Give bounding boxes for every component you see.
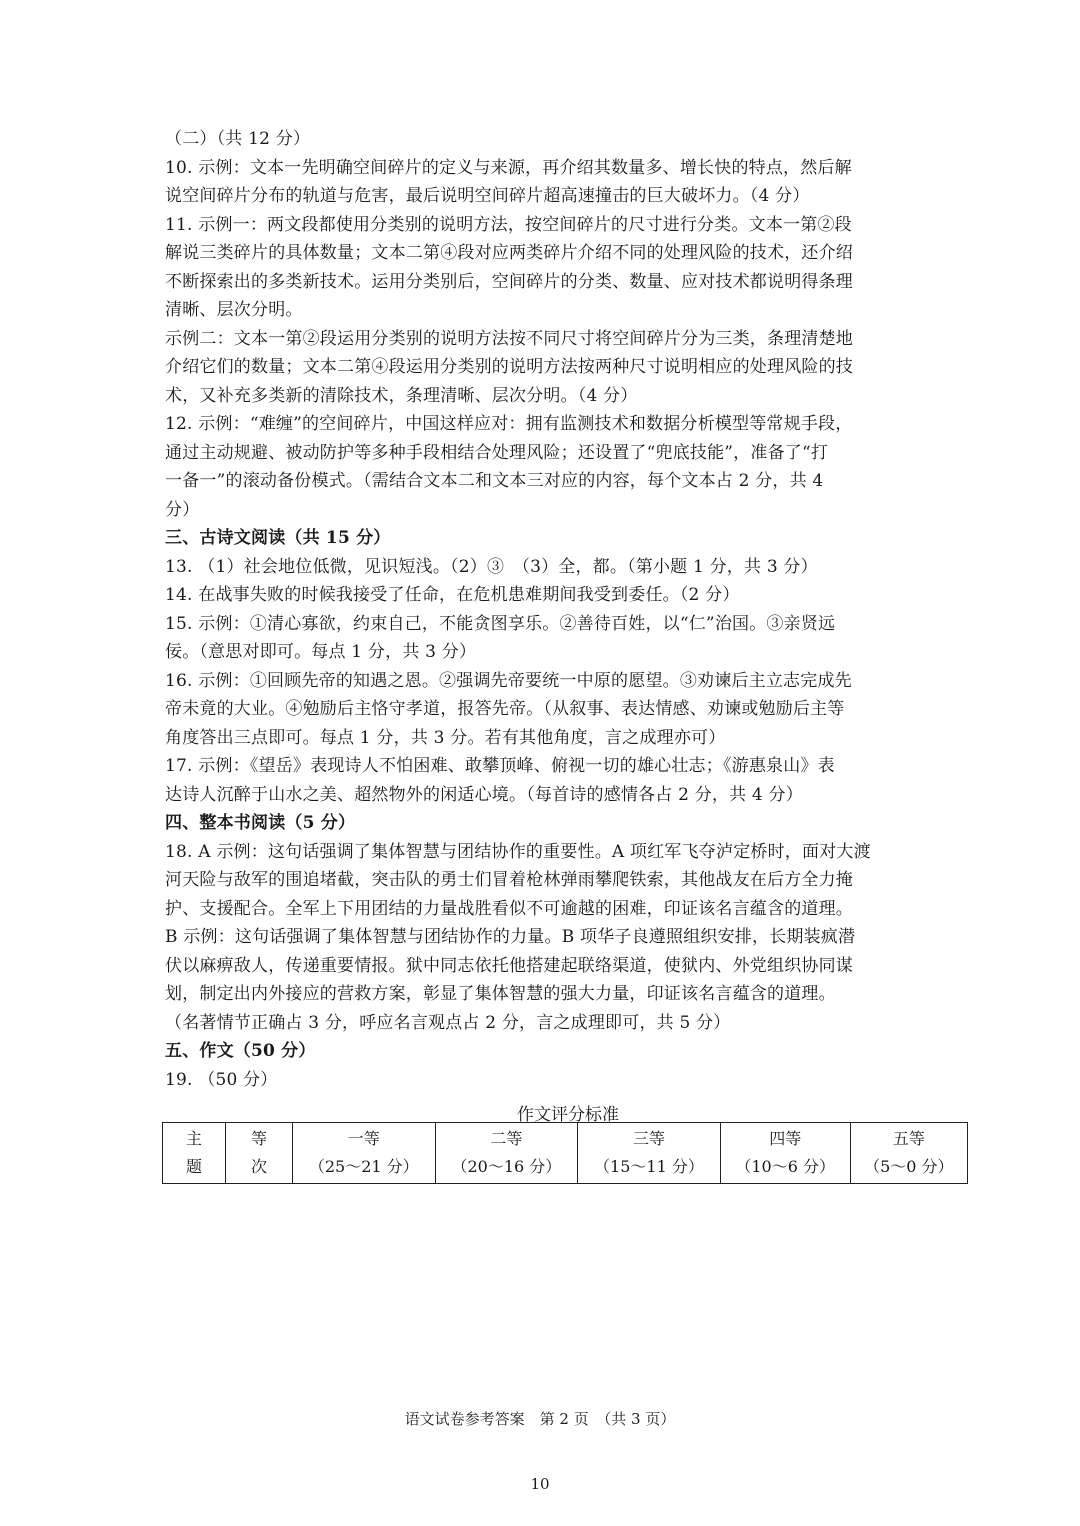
q16-line-3: 角度答出三点即可。每点 1 分，共 3 分。若有其他角度，言之成理亦可） — [165, 727, 726, 748]
q16-line-2: 帝未竟的大业。④勉励后主恪守孝道，报答先帝。（从叙事、表达情感、劝谏或勉励后主等 — [165, 699, 845, 719]
q18-line-7: （名著情节正确占 3 分，呼应名言观点占 2 分，言之成理即可，共 5 分） — [165, 1012, 731, 1033]
theme-header: 主题 — [185, 1129, 202, 1176]
grade-5-cell — [850, 1123, 967, 1184]
q11-line-4: 清晰、层次分明。 — [165, 300, 303, 320]
q18-line-2: 河天险与敌军的围追堵截，突击队的勇士们冒着枪林弹雨攀爬铁索，其他战友在后方全力掩 — [165, 870, 853, 890]
q11-line-5: 示例二：文本一第②段运用分类别的说明方法按不同尺寸将空间碎片分为三类，条理清楚地 — [165, 328, 853, 349]
q12-line-4: 分） — [165, 499, 200, 520]
q12-line-2: 通过主动规避、被动防护等多种手段相结合处理风险；还设置了“兜底技能”，准备了“打 — [165, 442, 829, 463]
grade-4-cell — [720, 1123, 850, 1184]
page-number: 10 — [530, 1475, 550, 1493]
q18-line-4: B 示例：这句话强调了集体智慧与团结协作的力量。B 项华子良遵照组织安排，长期装疯潜 — [165, 927, 856, 947]
grading-table — [162, 1122, 968, 1184]
q15-line-2: 佞。（意思对即可。每点 1 分，共 3 分） — [165, 642, 477, 662]
q11-line-6: 介绍它们的数量；文本二第④段运用分类别的说明方法按两种尺寸说明相应的处理风险的技 — [165, 357, 853, 377]
q18-line-3: 护、支援配合。全军上下用团结的力量战胜看似不可逾越的困难，印证该名言蕴含的道理。 — [165, 898, 853, 919]
q13: 13. （1）社会地位低微，见识短浅。（2）③ （3）全，都。（第小题 1 分，共 3 分） — [165, 556, 818, 577]
grade-1-name: 一等 — [347, 1129, 380, 1148]
section-4-header: 四、整本书阅读（5 分） — [165, 813, 356, 833]
q19: 19. （50 分） — [165, 1069, 278, 1090]
theme-header-cell — [163, 1123, 226, 1184]
grade-4-range: （10～6 分） — [735, 1157, 836, 1176]
grade-2-name: 二等 — [490, 1129, 523, 1148]
grade-1-range: （25～21 分） — [308, 1157, 419, 1176]
q10-line-1: 10. 示例：文本一先明确空间碎片的定义与来源，再介绍其数量多、增长快的特点，然后解 — [165, 157, 852, 178]
table-title: 作文评分标准 — [517, 1105, 619, 1125]
q17-line-2: 达诗人沉醉于山水之美、超然物外的闲适心境。（每首诗的感情各占 2 分，共 4 分） — [165, 784, 803, 805]
grade-5-range: （5～0 分） — [864, 1157, 954, 1176]
q18-line-1: 18. A 示例：这句话强调了集体智慧与团结协作的重要性。A 项红军飞夺泸定桥时，面对大渡 — [165, 841, 871, 862]
grade-3-range: （15～11 分） — [594, 1157, 704, 1176]
q18-line-6: 划，制定出内外接应的营救方案，彰显了集体智慧的强大力量，印证该名言蕴含的道理。 — [165, 984, 836, 1004]
section-2-header: （二）（共 12 分） — [165, 129, 311, 149]
section-3-header: 三、古诗文阅读（共 15 分） — [165, 528, 391, 548]
q11-line-7: 术，又补充多类新的清除技术，条理清晰、层次分明。（4 分） — [165, 385, 638, 406]
q11-line-2: 解说三类碎片的具体数量；文本二第④段对应两类碎片介绍不同的处理风险的技术，还介绍 — [165, 243, 853, 263]
grade-level-header: 等次 — [250, 1129, 267, 1176]
grade-1-cell — [293, 1123, 436, 1184]
q16-line-1: 16. 示例：①回顾先帝的知遇之恩。②强调先帝要统一中原的愿望。③劝谏后主立志完成先 — [165, 670, 852, 691]
q12-line-3: 一备一”的滚动备份模式。（需结合文本二和文本三对应的内容，每个文本占 2 分，共 4 — [165, 471, 824, 491]
grade-2-cell — [435, 1123, 578, 1184]
grade-2-range: （20～16 分） — [451, 1157, 562, 1176]
q18-line-5: 伏以麻痹敌人，传递重要情报。狱中同志依托他搭建起联络渠道，使狱内、外党组织协同谋 — [165, 955, 853, 976]
grade-3-name: 三等 — [632, 1129, 665, 1148]
grade-5-name: 五等 — [892, 1129, 925, 1148]
grade-4-name: 四等 — [769, 1129, 802, 1148]
grade-3-cell — [578, 1123, 721, 1184]
grade-level-header-cell — [226, 1123, 293, 1184]
q11-line-3: 不断探索出的多类新技术。运用分类别后，空间碎片的分类、数量、应对技术都说明得条理 — [165, 271, 853, 292]
q14: 14. 在战事失败的时候我接受了任命，在危机患难期间我受到委任。（2 分） — [165, 585, 740, 605]
q12-line-1: 12. 示例：“难缠”的空间碎片，中国这样应对：拥有监测技术和数据分析模型等常规手段， — [165, 414, 853, 434]
answer-content — [165, 125, 925, 1127]
section-5-header: 五、作文（50 分） — [165, 1041, 316, 1061]
q10-line-2: 说空间碎片分布的轨道与危害，最后说明空间碎片超高速撞击的巨大破坏力。（4 分） — [165, 186, 810, 206]
q11-line-1: 11. 示例一：两文段都使用分类别的说明方法，按空间碎片的尺寸进行分类。文本一第②段 — [165, 214, 852, 235]
table-row — [163, 1123, 968, 1184]
q17-line-1: 17. 示例：《望岳》表现诗人不怕困难、敢攀顶峰、俯视一切的雄心壮志；《游惠泉山》表 — [165, 756, 835, 776]
q15-line-1: 15. 示例：①清心寡欲，约束自己，不能贪图享乐。②善待百姓，以“仁”治国。③亲贤远 — [165, 613, 836, 634]
page-footer: 语文试卷参考答案 第 2 页 （共 3 页） — [404, 1410, 676, 1428]
